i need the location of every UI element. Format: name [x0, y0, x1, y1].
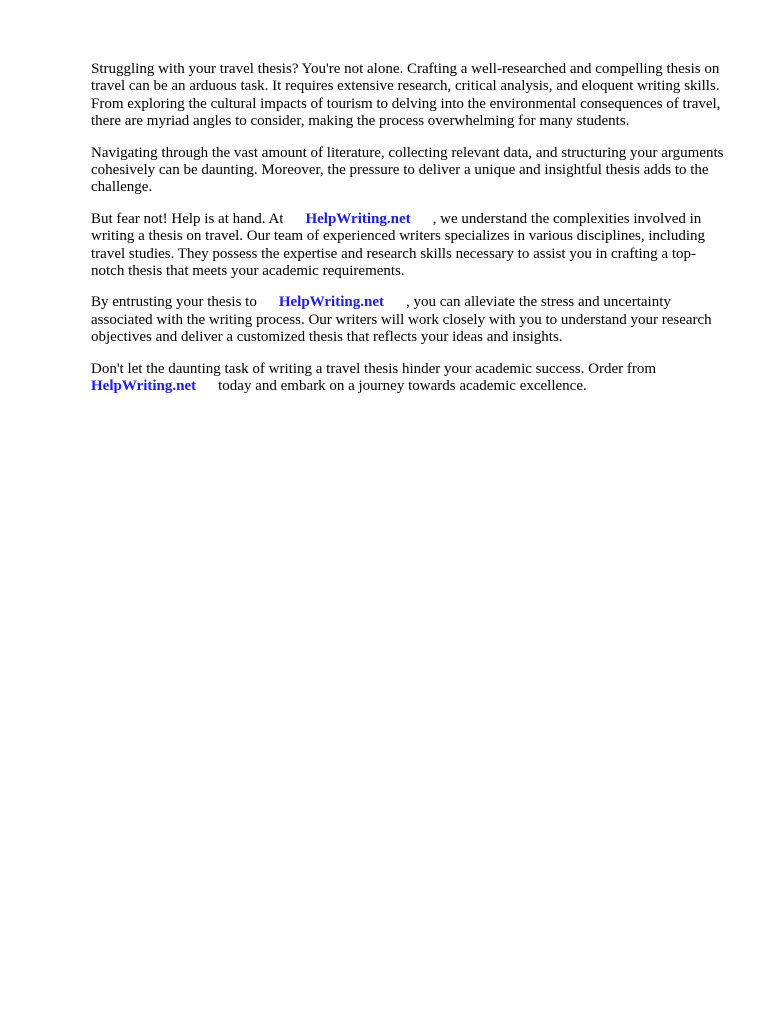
paragraph-challenges — [91, 145, 728, 197]
paragraph-text-before: But fear not! Help is at hand. At — [91, 210, 284, 227]
paragraph-order — [91, 361, 728, 396]
paragraph-intro — [91, 61, 728, 131]
paragraph-text-after: today and embark on a journey towards academic excellence. — [218, 378, 587, 395]
paragraph-text-after: , we understand the complexities involved in writing a thesis on travel. Our team of experienced writers specializes in various disciplines, including travel studies. They possess the expertise and research skills necessary to assist you in crafting a top-notch thesis that meets your academic requirements. — [91, 210, 705, 280]
paragraph-entrust — [91, 294, 728, 346]
paragraph-help — [91, 211, 728, 281]
paragraph-text-before: Don't let the daunting task of writing a travel thesis hinder your academic success. Order from — [91, 360, 657, 377]
paragraph-text-before: By entrusting your thesis to — [91, 294, 257, 311]
paragraph-text: Struggling with your travel thesis? You're not alone. Crafting a well-researched and compelling thesis on travel can be an arduous task. It requires extensive research, critical analysis, and eloquent writing skills. From exploring the cultural impacts of tourism to delving into the environmental consequences of travel, there are myriad angles to consider, making the process overwhelming for many students. — [91, 61, 721, 130]
helpwriting-link[interactable]: HelpWriting.net — [91, 378, 197, 395]
helpwriting-link[interactable]: HelpWriting.net — [305, 210, 411, 227]
helpwriting-link[interactable]: HelpWriting.net — [278, 294, 384, 311]
paragraph-text: Navigating through the vast amount of literature, collecting relevant data, and structuring your arguments cohesively can be daunting. Moreover, the pressure to deliver a unique and insightful thesis adds to the challenge. — [91, 144, 724, 196]
paragraph-text-after: , you can alleviate the stress and uncertainty associated with the writing process. Our writers will work closely with you to understand your research objectives and deliver a customized thesis that reflects your ideas and insights. — [91, 294, 712, 346]
